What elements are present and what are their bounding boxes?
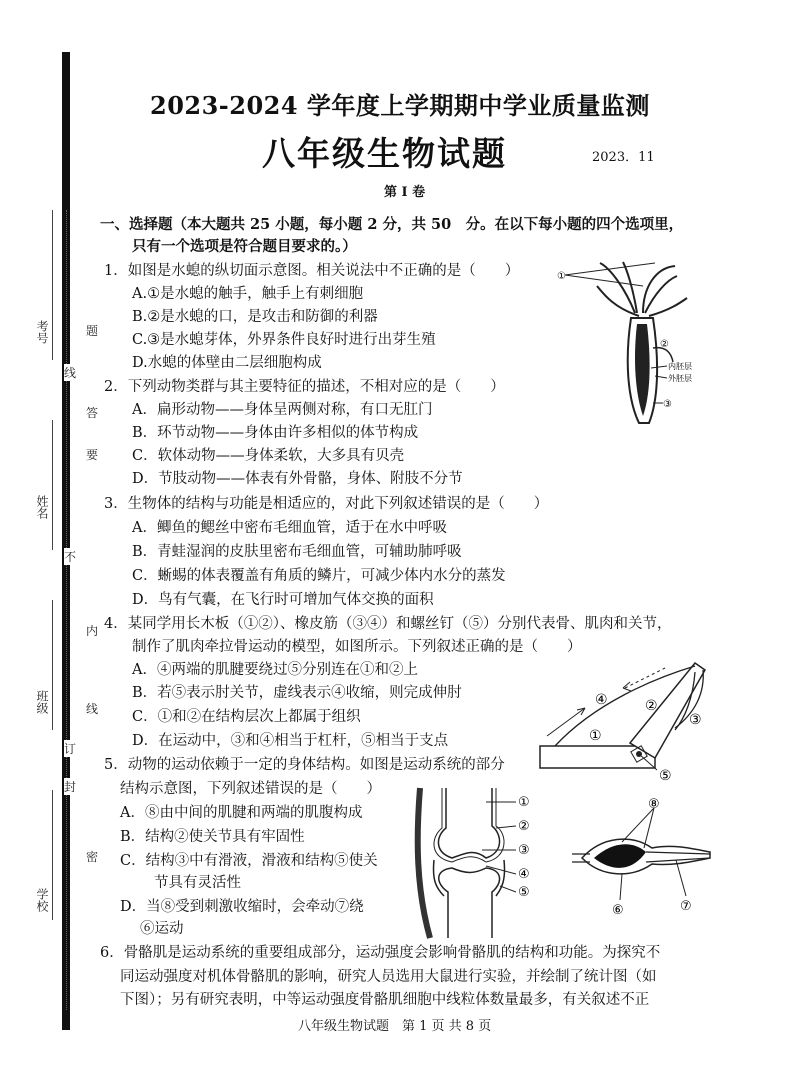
hydra-figure [555,258,705,428]
question-4-stem-cont: 制作了肌肉牵拉骨运动的模型，如图所示。下列叙述正确的是（ ） [132,639,582,655]
joint-label-2: ② [518,819,530,834]
question-1-option-d: D.水螅的体壁由二层细胞构成 [132,355,322,371]
question-4-stem: 4．某同学用长木板（①②）、橡皮筋（③④）和螺丝钉（⑤）分别代表骨、肌肉和关节， [104,616,672,632]
field-school-line [52,790,53,920]
margin-char: 线 [64,366,77,380]
joint-label-1: ① [518,795,530,810]
volume-label: 第 I 卷 [384,185,426,200]
muscle-label-7: ⑦ [680,899,692,914]
question-2-option-b: B．环节动物——身体由许多相似的体节构成 [132,425,419,441]
question-4-option-d: D．在运动中，③和④相当于杠杆，⑤相当于支点 [132,733,449,749]
model-label-1: ① [589,728,602,744]
question-4-option-a: A．④两端的肌腱要绕过⑤分别连在①和②上 [132,662,418,678]
margin-char: 内 [86,624,99,638]
margin-char: 要 [86,448,99,462]
margin-char: 不 [64,550,77,564]
page-footer: 八年级生物试题 第 1 页 共 8 页 [298,1019,492,1034]
question-3-option-b: B．青蛙湿润的皮肤里密布毛细血管，可辅助肺呼吸 [132,544,462,560]
muscle-bone-model-figure [535,658,715,786]
hydra-label-1: ① [557,271,566,282]
question-2-stem: 2．下列动物类群与其主要特征的描述，不相对应的是（ ） [104,379,505,395]
model-label-4: ④ [595,692,608,708]
field-exam-number: 考号 [35,320,49,344]
binding-dashed-line [66,210,67,1010]
question-5-option-a: A．⑧由中间的肌腱和两端的肌腹构成 [120,805,363,821]
field-class: 班级 [35,690,49,714]
exam-title: 2023-2024 学年度上学期期中学业质量监测 [150,91,650,120]
exam-subject-title: 八年级生物试题 [262,134,507,173]
hydra-label-3: ③ [663,399,672,410]
field-school: 学校 [35,888,49,912]
field-name-line [52,420,53,550]
question-1-option-b: B.②是水螅的口，是攻击和防御的利器 [132,309,378,325]
joint-label-5: ⑤ [518,885,530,900]
skeletal-muscle-figure [572,796,722,916]
hydra-label-ectoderm: 外胚层 [668,374,692,383]
question-5-stem-cont: 结构示意图，下列叙述错误的是（ ） [120,781,381,797]
exam-date: 2023．11 [592,150,655,165]
question-3-stem: 3．生物体的结构与功能是相适应的，对此下列叙述错误的是（ ） [104,496,549,512]
model-label-5: ⑤ [659,768,672,784]
question-5-option-d: D．当⑧受到刺激收缩时，会牵动⑦绕 [120,899,364,915]
question-5-option-b: B．结构②使关节具有牢固性 [120,829,305,845]
question-2-option-d: D．节肢动物——体表有外骨骼，身体、附肢不分节 [132,471,463,487]
question-5-option-c: C．结构③中有滑液，滑液和结构⑤使关 [120,853,378,869]
hydra-label-endoderm: 内胚层 [668,362,692,371]
question-4-option-c: C．①和②在结构层次上都属于组织 [132,709,361,725]
question-6-line-3: 下图）；另有研究表明，中等运动强度骨骼肌细胞中线粒体数量最多，有关叙述不正 [120,992,650,1008]
margin-char: 答 [86,406,99,420]
joint-figure [412,788,542,943]
joint-label-3: ③ [518,843,530,858]
section-heading-cont: 只有一个选项是符合题目要求的。） [132,238,357,255]
question-5-stem: 5．动物的运动依赖于一定的身体结构。如图是运动系统的部分 [104,757,505,773]
question-2-option-c: C．软体动物——身体柔软，大多具有贝壳 [132,448,405,464]
hydra-label-2: ② [660,339,669,350]
question-5-option-c-cont: 节具有灵活性 [154,875,241,891]
field-name: 姓名 [35,495,49,519]
field-class-line [52,600,53,730]
margin-char: 密 [86,850,99,864]
model-label-3: ③ [689,712,702,728]
margin-char: 封 [64,780,77,794]
margin-char: 订 [64,742,77,756]
joint-label-4: ④ [518,867,530,882]
question-6-stem: 6．骨骼肌是运动系统的重要组成部分，运动强度会影响骨骼肌的结构和功能。为探究不 [100,945,661,961]
question-3-option-c: C．蜥蜴的体表覆盖有角质的鳞片，可减少体内水分的蒸发 [132,568,506,584]
question-3-option-a: A．鲫鱼的鳃丝中密布毛细血管，适于在水中呼吸 [132,520,447,536]
field-exam-number-line [52,210,53,360]
question-4-option-b: B．若⑤表示肘关节，虚线表示④收缩，则完成伸肘 [132,685,462,701]
section-heading: 一、选择题（本大题共 25 小题，每小题 2 分，共 50 分。在以下每小题的四个选项里， [100,216,684,233]
question-1-stem: 1．如图是水螅的纵切面示意图。相关说法中不正确的是（ ） [104,263,520,279]
muscle-label-8: ⑧ [648,797,660,812]
margin-char: 线 [86,702,99,716]
muscle-label-6: ⑥ [612,903,624,918]
question-5-option-d-cont: ⑥运动 [140,921,184,937]
question-1-option-a: A.①是水螅的触手，触手上有刺细胞 [132,286,364,302]
model-label-2: ② [645,698,658,714]
margin-char: 题 [86,324,99,338]
question-6-line-2: 同运动强度对机体骨骼肌的影响，研究人员选用大鼠进行实验，并绘制了统计图（如 [120,969,657,985]
question-1-option-c: C.③是水螅芽体，外界条件良好时进行出芽生殖 [132,332,436,348]
question-2-option-a: A．扁形动物——身体呈两侧对称，有口无肛门 [132,402,433,418]
question-3-option-d: D．鸟有气囊，在飞行时可增加气体交换的面积 [132,592,434,608]
